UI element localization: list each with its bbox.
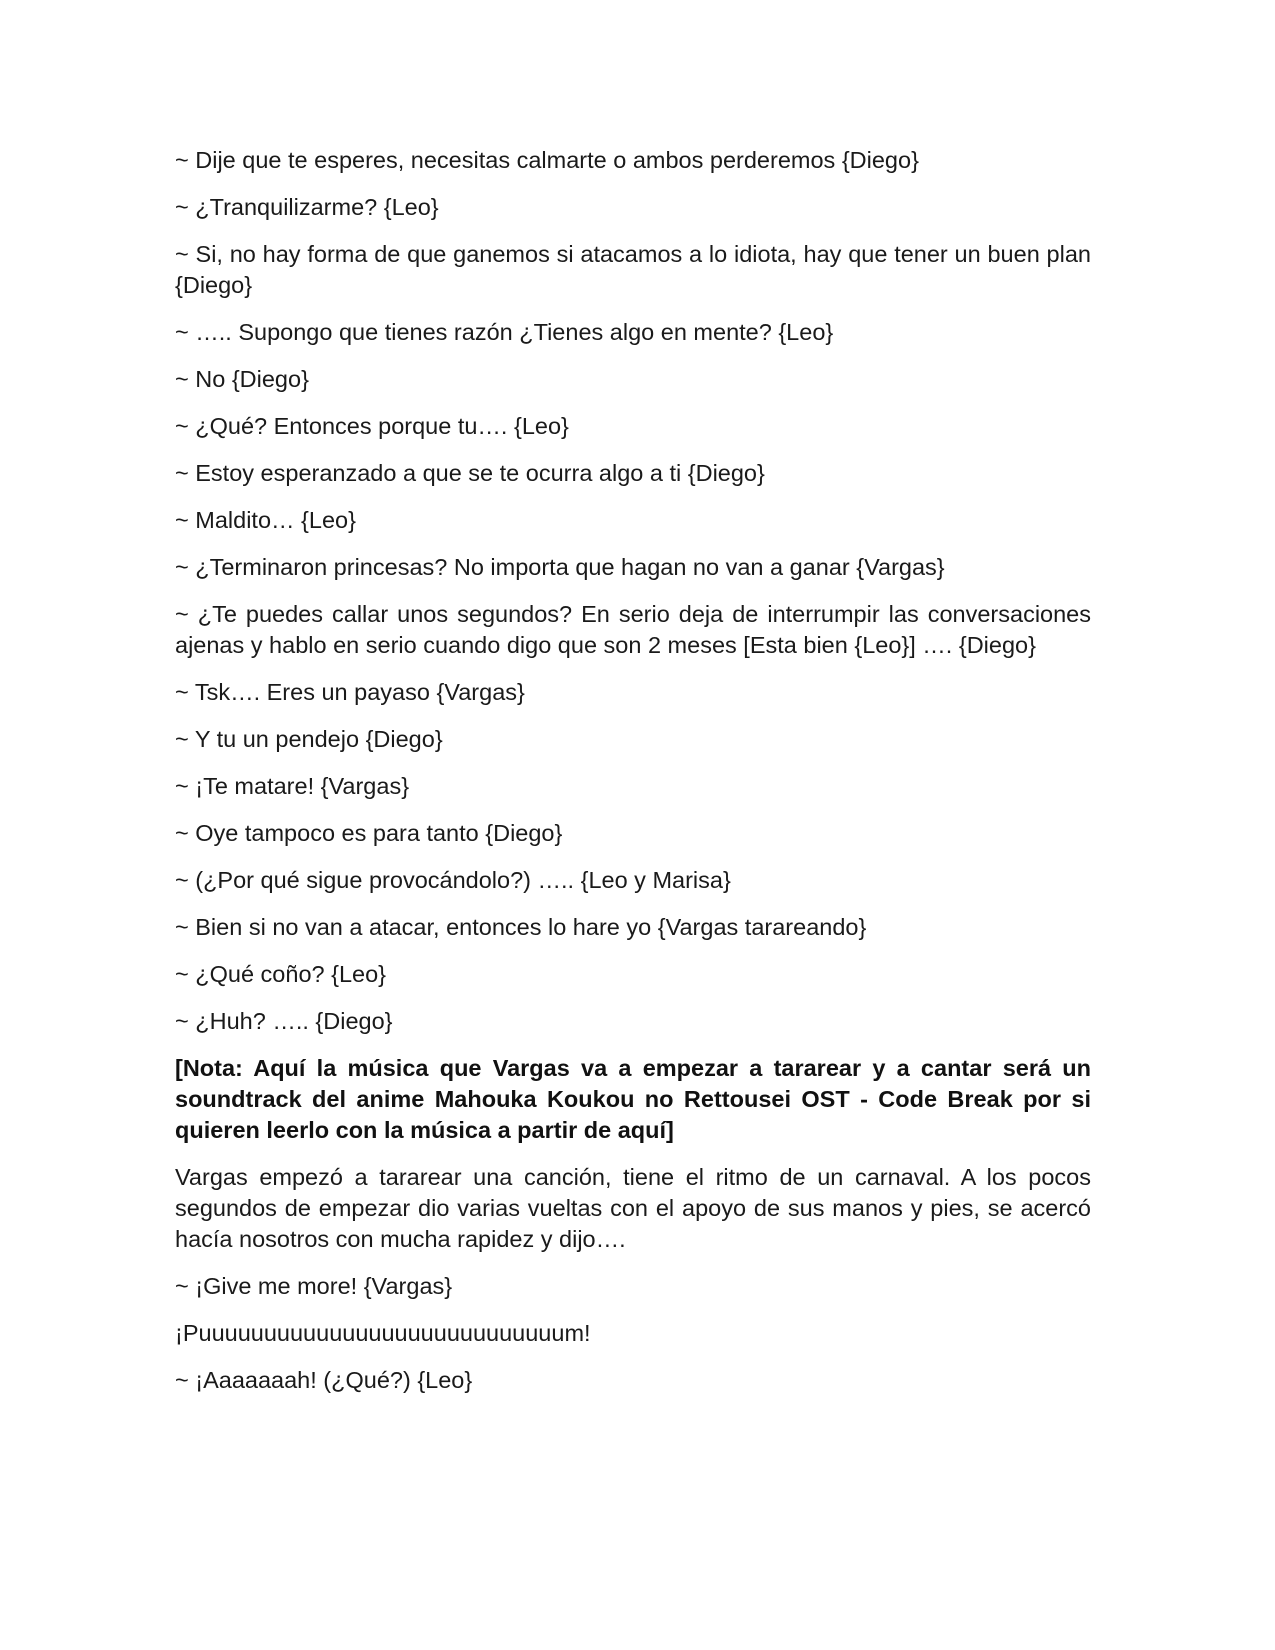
- dialogue-line: ~ ….. Supongo que tienes razón ¿Tienes algo en mente? {Leo}: [175, 319, 834, 345]
- dialogue-line: ~ Dije que te esperes, necesitas calmarte o ambos perderemos {Diego}: [175, 147, 919, 173]
- dialogue-line: ~ ¡Give me more! {Vargas}: [175, 1273, 453, 1299]
- dialogue-line: ~ ¿Huh? ….. {Diego}: [175, 1008, 393, 1034]
- dialogue-line: ~ ¡Aaaaaaah! (¿Qué?) {Leo}: [175, 1367, 473, 1393]
- dialogue-line: ~ Oye tampoco es para tanto {Diego}: [175, 820, 563, 846]
- dialogue-line: ~ Bien si no van a atacar, entonces lo hare yo {Vargas tarareando}: [175, 914, 867, 940]
- dialogue-line: ~ No {Diego}: [175, 366, 309, 392]
- dialogue-line: ~ ¡Te matare! {Vargas}: [175, 773, 410, 799]
- dialogue-line: ~ Tsk…. Eres un payaso {Vargas}: [175, 679, 525, 705]
- author-note: [Nota: Aquí la música que Vargas va a empezar a tararear y a cantar será un soundtrack del anime Mahouka Koukou no Rettousei OST - Code Break por si quieren leerlo con la música a partir de aquí]: [175, 1055, 1091, 1143]
- dialogue-line: ~ Estoy esperanzado a que se te ocurra algo a ti {Diego}: [175, 460, 765, 486]
- dialogue-line: ~ Maldito… {Leo}: [175, 507, 356, 533]
- sound-effect-line: ¡Puuuuuuuuuuuuuuuuuuuuuuuuuuuum!: [175, 1320, 591, 1346]
- dialogue-line: ~ ¿Qué? Entonces porque tu…. {Leo}: [175, 413, 569, 439]
- document-body: [175, 145, 1091, 1412]
- dialogue-line: ~ ¿Qué coño? {Leo}: [175, 961, 387, 987]
- dialogue-line: ~ ¿Te puedes callar unos segundos? En serio deja de interrumpir las conversaciones ajenas y hablo en serio cuando digo que son 2 meses [Esta bien {Leo}] …. {Diego}: [175, 601, 1091, 658]
- dialogue-line: ~ ¿Terminaron princesas? No importa que hagan no van a ganar {Vargas}: [175, 554, 945, 580]
- narration-paragraph: Vargas empezó a tararear una canción, tiene el ritmo de un carnaval. A los pocos segundos de empezar dio varias vueltas con el apoyo de sus manos y pies, se acercó hacía nosotros con mucha rapidez y dijo….: [175, 1164, 1091, 1252]
- dialogue-line: ~ Y tu un pendejo {Diego}: [175, 726, 443, 752]
- dialogue-line: ~ Si, no hay forma de que ganemos si atacamos a lo idiota, hay que tener un buen plan {Diego}: [175, 241, 1091, 298]
- dialogue-line: ~ (¿Por qué sigue provocándolo?) ….. {Leo y Marisa}: [175, 867, 731, 893]
- dialogue-line: ~ ¿Tranquilizarme? {Leo}: [175, 194, 439, 220]
